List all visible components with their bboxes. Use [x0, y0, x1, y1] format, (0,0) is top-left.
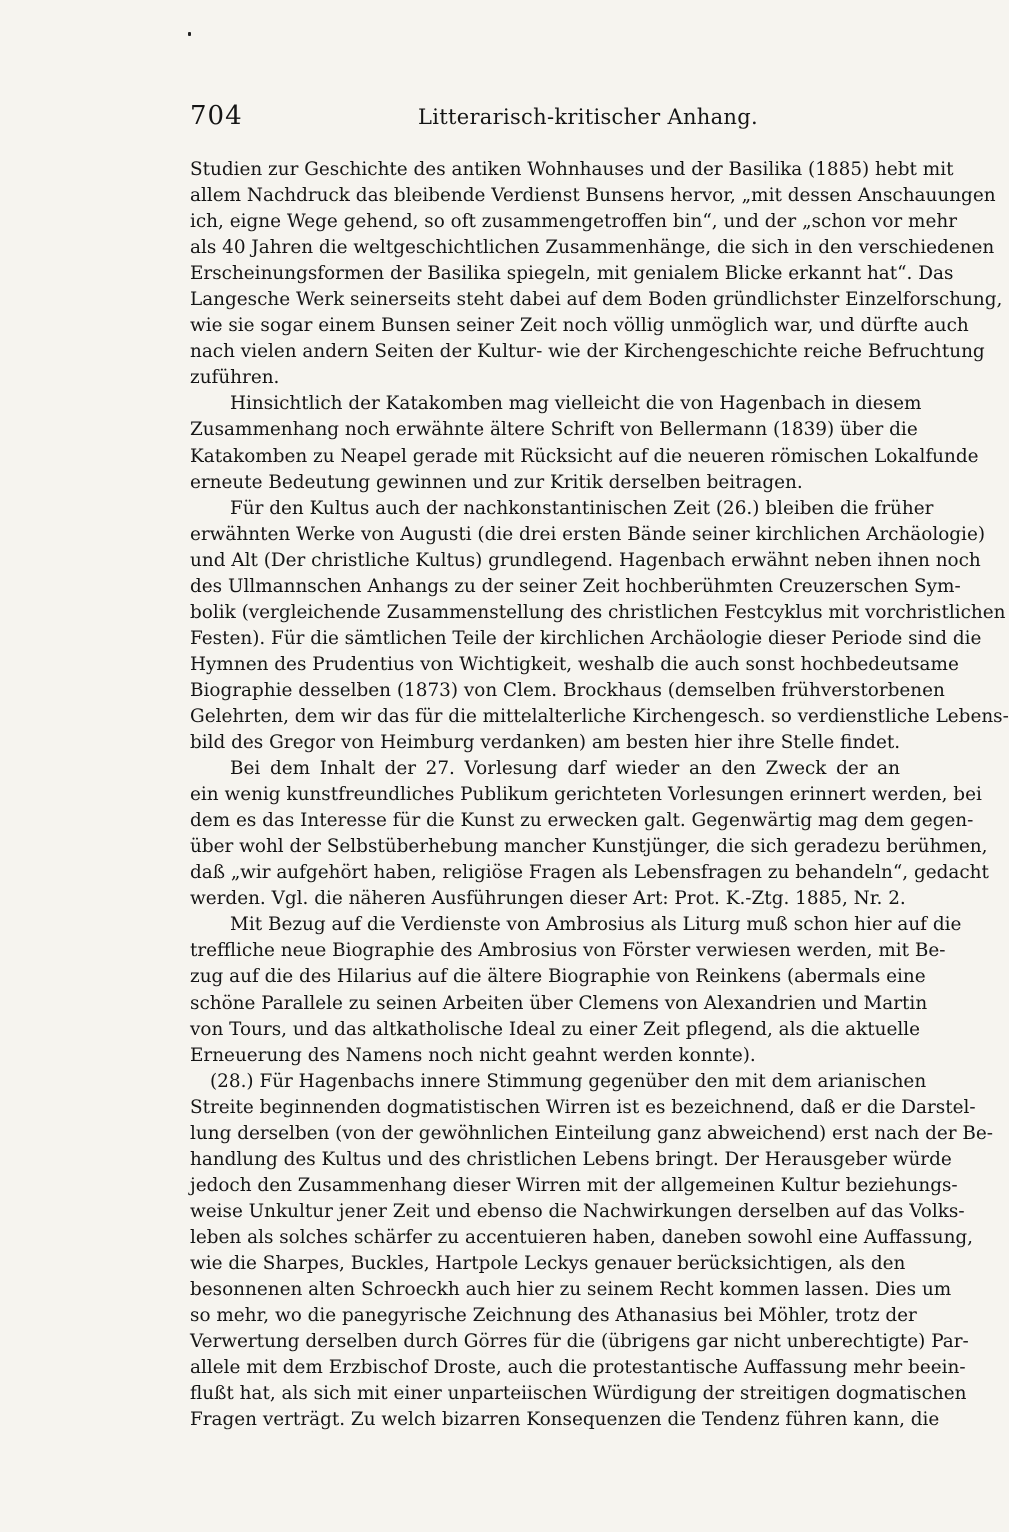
- text-line: wie sie sogar einem Bunsen seiner Zeit noch völlig unmöglich war, und dürfte auch: [190, 315, 969, 337]
- text-line: weise Unkultur jener Zeit und ebenso die Nachwirkungen derselben auf das Volks-: [190, 1200, 965, 1222]
- text-line: von Tours, und das altkatholische Ideal zu einer Zeit pflegend, als die aktuelle: [190, 1018, 921, 1040]
- text-line: Langesche Werk seinerseits steht dabei auf dem Boden gründlichster Einzelforschung,: [190, 289, 1003, 311]
- text-line: flußt hat, als sich mit einer unparteiischen Würdigung der streitigen dogmatischen: [190, 1383, 967, 1405]
- text-line: als 40 Jahren die weltgeschichtlichen Zusammenhänge, die sich in den verschiedenen: [190, 237, 995, 259]
- text-line: zug auf die des Hilarius auf die ältere Biographie von Reinkens (abermals eine: [190, 966, 926, 988]
- text-line: jedoch den Zusammenhang dieser Wirren mit der allgemeinen Kultur beziehungs-: [190, 1174, 958, 1196]
- page-number: 704: [190, 101, 243, 131]
- text-line: allem Nachdruck das bleibende Verdienst Bunsens hervor, „mit dessen Anschauungen: [190, 185, 996, 207]
- text-line: und Alt (Der christliche Kultus) grundlegend. Hagenbach erwähnt neben ihnen noch: [190, 549, 981, 571]
- text-line: erwähnten Werke von Augusti (die drei ersten Bände seiner kirchlichen Archäologie): [190, 523, 985, 545]
- text-line: zuführen.: [190, 367, 280, 389]
- text-line: nach vielen andern Seiten der Kultur- wie der Kirchengeschichte reiche Befruchtung: [190, 341, 985, 363]
- text-line: Katakomben zu Neapel gerade mit Rücksicht auf die neueren römischen Lokalfunde: [190, 445, 979, 467]
- text-line: erneute Bedeutung gewinnen und zur Kritik derselben beitragen.: [190, 471, 803, 493]
- body-text: [190, 157, 1009, 1433]
- text-line: daß „wir aufgehört haben, religiöse Fragen als Lebensfragen zu behandeln“, gedacht: [190, 862, 989, 884]
- ink-speck: [188, 32, 191, 36]
- text-line: ich, eigne Wege gehend, so oft zusammengetroffen bin“, und der „schon vor mehr: [190, 211, 957, 233]
- paragraph-start-line: (28.) Für Hagenbachs innere Stimmung gegenüber den mit dem arianischen: [210, 1070, 927, 1092]
- text-line: ein wenig kunstfreundliches Publikum gerichteten Vorlesungen erinnert werden, bei: [190, 784, 982, 806]
- text-line: leben als solches schärfer zu accentuieren haben, daneben sowohl eine Auffassung,: [190, 1226, 974, 1248]
- text-line: Studien zur Geschichte des antiken Wohnhauses und der Basilika (1885) hebt mit: [190, 159, 954, 180]
- text-line: schöne Parallele zu seinen Arbeiten über Clemens von Alexandrien und Martin: [190, 992, 928, 1014]
- text-line: Erscheinungsformen der Basilika spiegeln, mit genialem Blicke erkannt hat“. Das: [190, 263, 954, 285]
- text-line: werden. Vgl. die näheren Ausführungen dieser Art: Prot. K.-Ztg. 1885, Nr. 2.: [190, 888, 906, 910]
- text-line: Zusammenhang noch erwähnte ältere Schrift von Bellermann (1839) über die: [190, 419, 918, 441]
- text-line: lung derselben (von der gewöhnlichen Einteilung ganz abweichend) erst nach der Be-: [190, 1122, 994, 1144]
- text-line: so mehr, wo die panegyrische Zeichnung des Athanasius bei Möhler, trotz der: [190, 1305, 917, 1327]
- paragraph-start-line: Hinsichtlich der Katakomben mag vielleicht die von Hagenbach in diesem: [230, 393, 922, 415]
- text-line: Biographie desselben (1873) von Clem. Brockhaus (demselben frühverstorbenen: [190, 679, 945, 701]
- text-line: Hymnen des Prudentius von Wichtigkeit, weshalb die auch sonst hochbedeutsame: [190, 653, 959, 675]
- paragraph-start-line: Mit Bezug auf die Verdienste von Ambrosius als Liturg muß schon hier auf die: [230, 914, 962, 936]
- text-line: allele mit dem Erzbischof Droste, auch die protestantische Auffassung mehr beein-: [190, 1357, 966, 1379]
- text-line: des Ullmannschen Anhangs zu der seiner Zeit hochberühmten Creuzerschen Sym-: [190, 575, 961, 597]
- text-line: über wohl der Selbstüberhebung mancher Kunstjünger, die sich geradezu berühmen,: [190, 836, 988, 858]
- running-title: Litterarisch-kritischer Anhang.: [418, 105, 758, 129]
- text-line: treffliche neue Biographie des Ambrosius von Förster verwiesen werden, mit Be-: [190, 940, 946, 962]
- text-line: wie die Sharpes, Buckles, Hartpole Leckys genauer berücksichtigen, als den: [190, 1252, 906, 1274]
- paragraph-start-line: Bei dem Inhalt der 27. Vorlesung darf wieder an den Zweck der an: [230, 758, 900, 780]
- text-line: Erneuerung des Namens noch nicht geahnt werden konnte).: [190, 1044, 756, 1066]
- paragraph-start-line: Für den Kultus auch der nachkonstantinischen Zeit (26.) bleiben die früher: [230, 497, 934, 519]
- page-header: [190, 101, 900, 141]
- text-line: Festen). Für die sämtlichen Teile der kirchlichen Archäologie dieser Periode sind die: [190, 627, 982, 649]
- text-line: handlung des Kultus und des christlichen Lebens bringt. Der Herausgeber würde: [190, 1148, 952, 1170]
- text-line: besonnenen alten Schroeckh auch hier zu seinem Recht kommen lassen. Dies um: [190, 1279, 952, 1301]
- text-line: bolik (vergleichende Zusammenstellung des christlichen Festcyklus mit vorchristlichen: [190, 601, 1006, 623]
- text-line: bild des Gregor von Heimburg verdanken) am besten hier ihre Stelle findet.: [190, 732, 901, 754]
- text-line: Verwertung derselben durch Görres für die (übrigens gar nicht unberechtigte) Par-: [190, 1331, 969, 1353]
- text-line: Fragen verträgt. Zu welch bizarren Konsequenzen die Tendenz führen kann, die: [190, 1409, 940, 1431]
- text-line: Gelehrten, dem wir das für die mittelalterliche Kirchengesch. so verdienstliche Lebens-: [190, 705, 1009, 727]
- text-line: Streite beginnenden dogmatistischen Wirren ist es bezeichnend, daß er die Darstel-: [190, 1096, 976, 1118]
- text-line: dem es das Interesse für die Kunst zu erwecken galt. Gegenwärtig mag dem gegen-: [190, 810, 974, 832]
